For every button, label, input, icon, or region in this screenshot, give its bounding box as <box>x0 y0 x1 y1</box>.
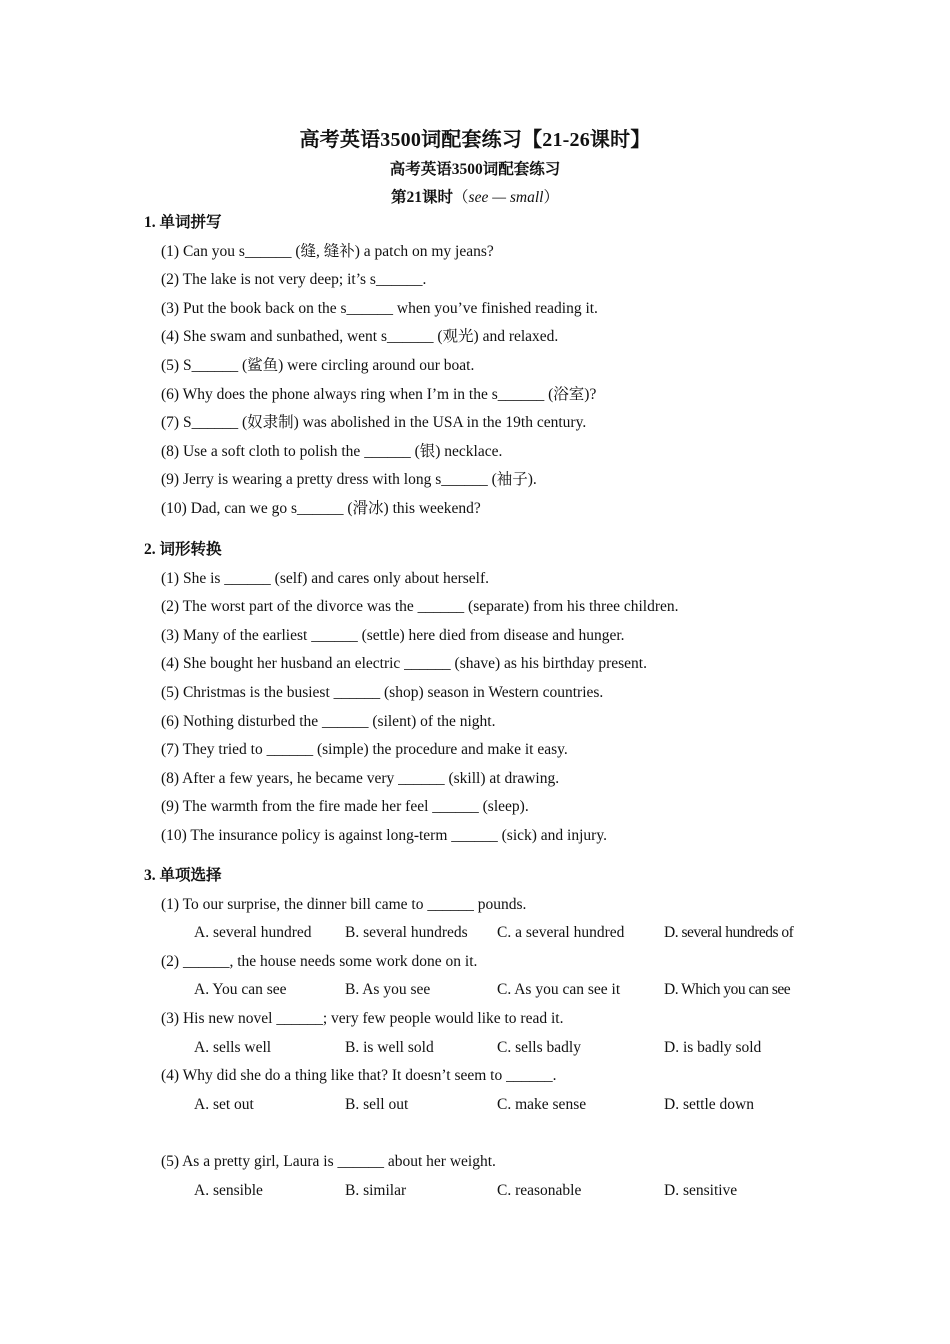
question-stem: (5) As a pretty girl, Laura is ______ about her weight. <box>161 1152 496 1170</box>
question-item: (3) Put the book back on the s______ when you’ve finished reading it. <box>161 299 598 317</box>
question-stem: (2) ______, the house needs some work done on it. <box>161 952 478 970</box>
question-item: (6) Nothing disturbed the ______ (silent) of the night. <box>161 712 496 730</box>
option-a: A. several hundred <box>194 924 312 942</box>
option-b: B. is well sold <box>345 1038 434 1056</box>
question-item: (3) Many of the earliest ______ (settle) here died from disease and hunger. <box>161 626 625 644</box>
spacer <box>144 1119 844 1148</box>
question-item: (8) After a few years, he became very ______ (skill) at drawing. <box>161 769 560 787</box>
answer-options <box>144 976 844 1005</box>
question-item: (4) She swam and sunbathed, went s______ (观光) and relaxed. <box>161 328 559 346</box>
lesson-heading <box>0 185 950 207</box>
lesson-open-paren: （ <box>453 189 469 206</box>
option-a: A. You can see <box>194 981 287 999</box>
option-c: C. sells badly <box>497 1038 581 1056</box>
question-item: (7) They tried to ______ (simple) the procedure and make it easy. <box>161 741 568 759</box>
document-title: 高考英语3500词配套练习【21-26课时】 <box>299 129 651 151</box>
option-d: D. sensitive <box>664 1181 738 1199</box>
question-item: (2) The worst part of the divorce was the ______ (separate) from his three children. <box>161 598 679 616</box>
section-spelling <box>144 209 844 524</box>
question-item: (8) Use a soft cloth to polish the ______ (银) necklace. <box>161 442 503 460</box>
section-multiple-choice <box>144 862 844 1205</box>
option-d: D. is badly sold <box>664 1038 762 1056</box>
option-c: C. As you can see it <box>497 981 621 999</box>
answer-options <box>144 1177 844 1206</box>
question-item: (9) The warmth from the fire made her feel ______ (sleep). <box>161 798 529 816</box>
option-d: D. settle down <box>664 1095 754 1113</box>
lesson-word-range: see — small <box>468 189 544 206</box>
question-item: (9) Jerry is wearing a pretty dress with long s______ (袖子). <box>161 471 537 489</box>
lesson-label: 第21课时 <box>391 189 454 206</box>
question-item: (6) Why does the phone always ring when I’m in the s______ (浴室)? <box>161 385 597 403</box>
document-subtitle: 高考英语3500词配套练习 <box>389 161 561 178</box>
section-heading: 2. 词形转换 <box>144 541 222 558</box>
option-c: C. a several hundred <box>497 924 625 942</box>
lesson-close-paren: ） <box>543 189 559 206</box>
question-item: (7) S______ (奴隶制) was abolished in the USA in the 19th century. <box>161 414 587 432</box>
question-item: (2) The lake is not very deep; it’s s______. <box>161 271 427 289</box>
option-a: A. sensible <box>194 1181 263 1199</box>
question-stem: (4) Why did she do a thing like that? It doesn’t seem to ______. <box>161 1067 557 1085</box>
option-b: B. several hundreds <box>345 924 468 942</box>
option-a: A. sells well <box>194 1038 272 1056</box>
section-word-formation <box>144 536 844 851</box>
option-d: D. Which you can see <box>664 981 791 999</box>
question-item: (4) She bought her husband an electric ______ (shave) as his birthday present. <box>161 655 647 673</box>
question-stem: (1) To our surprise, the dinner bill came to ______ pounds. <box>161 895 527 913</box>
answer-options <box>144 1034 844 1063</box>
section-heading: 3. 单项选择 <box>144 867 222 884</box>
question-item: (5) Christmas is the busiest ______ (shop) season in Western countries. <box>161 683 604 701</box>
option-a: A. set out <box>194 1095 254 1113</box>
option-b: B. sell out <box>345 1095 409 1113</box>
option-c: C. reasonable <box>497 1181 582 1199</box>
question-item: (1) She is ______ (self) and cares only about herself. <box>161 569 489 587</box>
option-d: D. several hundreds of <box>664 924 794 942</box>
option-b: B. similar <box>345 1181 407 1199</box>
section-heading: 1. 单词拼写 <box>144 214 222 231</box>
answer-options <box>144 1091 844 1120</box>
question-stem: (3) His new novel ______; very few people would like to read it. <box>161 1009 564 1027</box>
question-item: (10) Dad, can we go s______ (滑冰) this weekend? <box>161 499 481 517</box>
option-c: C. make sense <box>497 1095 587 1113</box>
question-item: (10) The insurance policy is against long-term ______ (sick) and injury. <box>161 826 607 844</box>
question-item: (5) S______ (鲨鱼) were circling around our boat. <box>161 356 475 374</box>
answer-options <box>144 919 844 948</box>
question-item: (1) Can you s______ (缝, 缝补) a patch on my jeans? <box>161 242 494 260</box>
option-b: B. As you see <box>345 981 431 999</box>
